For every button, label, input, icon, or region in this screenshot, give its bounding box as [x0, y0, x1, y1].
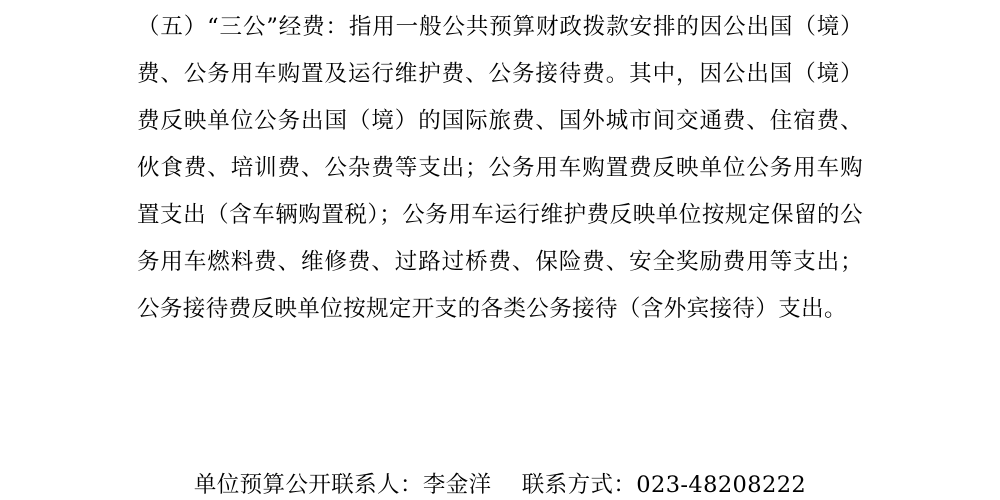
- paragraph-three-public-funds: （五）“三公”经费：指用一般公共预算财政拨款安排的因公出国（境）费、公务用车购置及运行维护费、公务接待费。其中，因公出国（境）费反映单位公务出国（境）的国际旅费、国外城市间交通费、住宿费、伙食费、培训费、公杂费等支出；公务用车购置费反映单位公务用车购置支出（含车辆购置税）；公务用车运行维护费反映单位按规定保留的公务用车燃料费、维修费、过路过桥费、保险费、安全奖励费用等支出；公务接待费反映单位按规定开支的各类公务接待（含外宾接待）支出。: [137, 14, 863, 322]
- document-body: [137, 4, 863, 333]
- budget-contact-line: 单位预算公开联系人：李金洋 联系方式：023-48208222: [193, 472, 807, 498]
